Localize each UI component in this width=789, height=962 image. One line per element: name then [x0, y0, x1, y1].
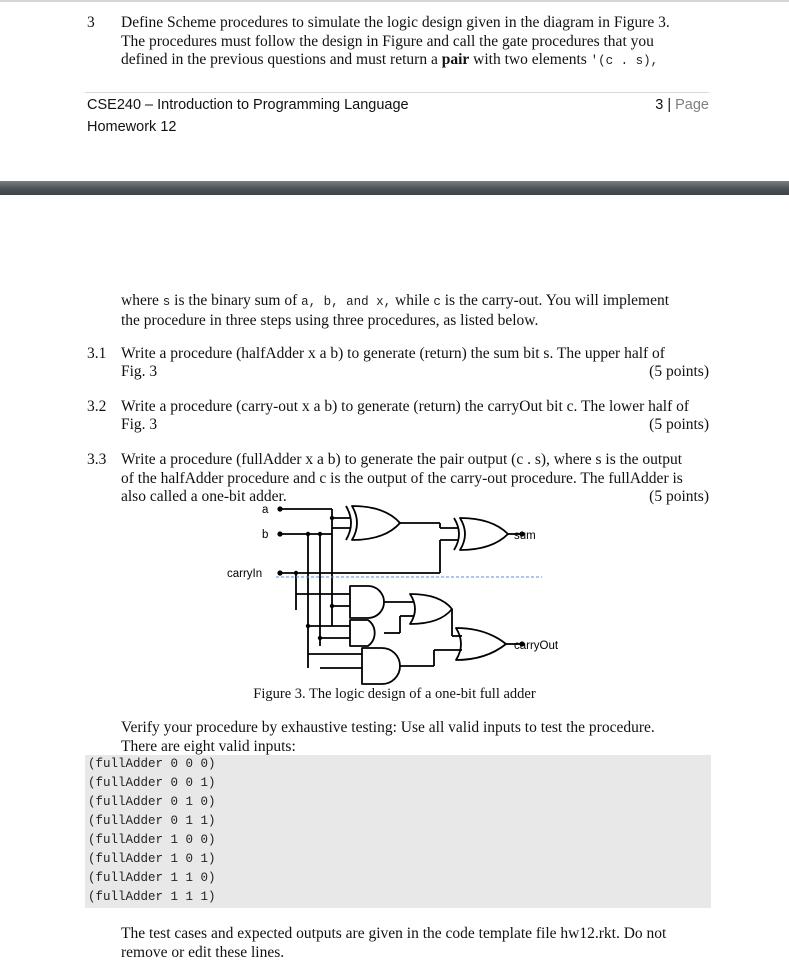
page-header — [87, 94, 409, 138]
item-3-1-line-1: Write a procedure (halfAdder x a b) to generate (return) the sum bit s. The upper half of — [121, 345, 709, 364]
cont-text-2: is the binary sum of — [170, 292, 301, 309]
figure-caption: Figure 3. The logic design of a one-bit full adder — [0, 685, 789, 704]
verify-text — [121, 719, 709, 756]
label-b: b — [262, 529, 268, 541]
question-line-3-mid: with two elements — [469, 51, 590, 68]
item-3-3-line-2: of the halfAdder procedure and c is the output of the carry-out procedure. The fullAdder is — [121, 470, 709, 489]
label-carry-in: carryIn — [227, 568, 262, 580]
item-3-3-line-3: also called a one-bit adder. — [121, 488, 287, 507]
or-gate-1 — [410, 594, 452, 624]
verify-line-1: Verify your procedure by exhaustive testing: Use all valid inputs to test the procedure. — [121, 719, 709, 738]
page-label: Page — [675, 97, 709, 113]
continuation-text — [121, 292, 709, 330]
junction-b — [318, 532, 322, 536]
cont-code-c: c — [433, 295, 441, 309]
pair-code: '(c . s), — [591, 54, 659, 68]
header-rule — [85, 92, 709, 93]
junction-carry-in — [294, 571, 298, 575]
cont-code-abx: a, b, and x, — [301, 295, 391, 309]
item-3-1-row-2 — [121, 363, 709, 382]
page-break-bar — [0, 181, 789, 195]
item-3-3-points: (5 points) — [649, 488, 709, 507]
item-3-1-line-2: Fig. 3 — [121, 363, 157, 382]
page-separator: | — [663, 97, 675, 113]
junction-and2-b — [318, 636, 322, 640]
item-3-2-line-1: Write a procedure (carry-out x a b) to generate (return) the carryOut bit c. The lower half of — [121, 398, 709, 417]
xor-gate-2 — [460, 518, 508, 550]
item-3-3-number: 3.3 — [87, 451, 106, 470]
top-border — [0, 0, 789, 2]
xor-gate-2-back — [454, 518, 459, 550]
input-dot-a — [277, 506, 282, 511]
footer-line-2: remove or edit these lines. — [121, 944, 709, 962]
bold-pair: pair — [442, 51, 470, 68]
question-line-1: Define Scheme procedures to simulate the logic design given in the diagram in Figure 3. — [121, 14, 709, 33]
code-line: (fullAdder 1 1 1) — [85, 888, 711, 907]
question-line-3-start: defined in the previous questions and must return a — [121, 51, 442, 68]
input-dot-carry-in — [277, 570, 282, 575]
code-line: (fullAdder 1 0 0) — [85, 831, 711, 850]
xor-gate-1 — [352, 506, 400, 540]
junction-b-2 — [306, 532, 310, 536]
item-3-1-points: (5 points) — [649, 363, 709, 382]
and-gate-3 — [362, 648, 400, 684]
page-number-value: 3 — [655, 97, 663, 113]
question-line-2: The procedures must follow the design in Figure and call the gate procedures that you — [121, 33, 709, 52]
footer-text — [121, 925, 709, 962]
label-carry-out: carryOut — [514, 640, 559, 652]
code-line: (fullAdder 1 1 0) — [85, 869, 711, 888]
or-gate-2 — [456, 628, 506, 660]
verify-line-2: There are eight valid inputs: — [121, 738, 709, 757]
xor-gate-1-back — [346, 506, 351, 540]
cont-code-s: s — [163, 295, 171, 309]
code-line: (fullAdder 0 0 1) — [85, 774, 711, 793]
label-sum: sum — [514, 530, 536, 542]
item-3-2-line-2: Fig. 3 — [121, 416, 157, 435]
item-3-3-text — [121, 451, 709, 488]
footer-line-1: The test cases and expected outputs are given in the code template file hw12.rkt. Do not — [121, 925, 709, 944]
code-block — [85, 755, 711, 908]
course-title: CSE240 – Introduction to Programming Language — [87, 94, 409, 116]
cont-text-3: while — [391, 292, 433, 309]
cont-text-1: where — [121, 292, 163, 309]
input-dot-b — [277, 531, 282, 536]
question-line-3 — [121, 51, 709, 71]
full-adder-diagram — [200, 498, 580, 686]
junction-and1 — [330, 604, 334, 608]
question-text — [121, 14, 709, 71]
code-line: (fullAdder 1 0 1) — [85, 850, 711, 869]
label-a: a — [262, 504, 269, 516]
junction-a — [330, 516, 334, 520]
code-line: (fullAdder 0 1 0) — [85, 793, 711, 812]
item-3-2-row-2 — [121, 416, 709, 435]
item-3-1-number: 3.1 — [87, 345, 106, 364]
continuation-line-2: the procedure in three steps using three procedures, as listed below. — [121, 312, 709, 331]
item-3-3-line-1: Write a procedure (fullAdder x a b) to generate the pair output (c . s), where s is the output — [121, 451, 709, 470]
question-number: 3 — [87, 14, 95, 33]
and-gate-1 — [350, 586, 384, 618]
item-3-2-points: (5 points) — [649, 416, 709, 435]
homework-title: Homework 12 — [87, 116, 409, 138]
junction-and2 — [306, 624, 310, 628]
continuation-line-1 — [121, 292, 709, 312]
cont-text-4: is the carry-out. You will implement — [441, 292, 669, 309]
code-line: (fullAdder 0 0 0) — [85, 755, 711, 774]
item-3-2-number: 3.2 — [87, 398, 106, 417]
code-line: (fullAdder 0 1 1) — [85, 812, 711, 831]
and-gate-2 — [350, 620, 375, 646]
page-number — [655, 94, 709, 116]
